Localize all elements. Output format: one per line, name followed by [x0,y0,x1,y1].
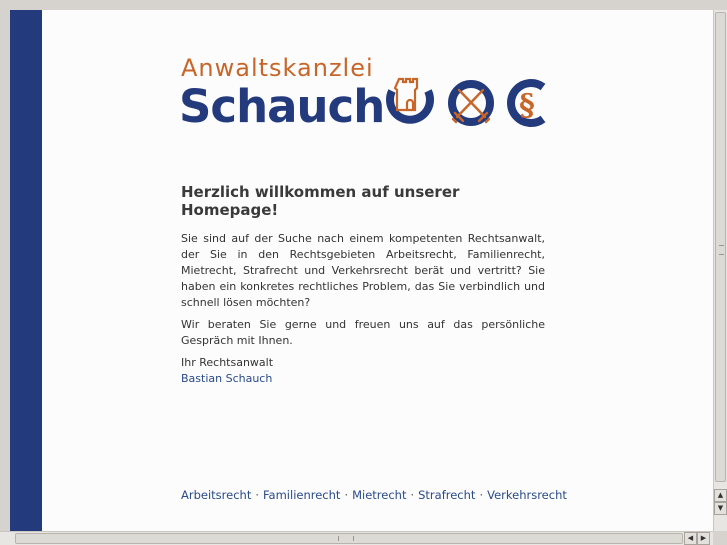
scroll-up-arrow-icon[interactable]: ▲ [714,489,727,502]
footer-link-mietrecht[interactable]: Mietrecht [352,488,407,502]
footer-separator: · [255,488,259,502]
logo-subtitle: Anwaltskanzlei [181,54,374,82]
invite-paragraph: Wir beraten Sie gerne und freuen uns auf das persönliche Gespräch mit Ihnen. [181,318,545,347]
window-left-frame [0,10,10,531]
paragraph-emblem-icon [503,77,551,129]
vertical-scrollbar[interactable] [713,10,727,531]
welcome-heading: Herzlich willkommen auf unserer Homepage! [181,183,460,219]
footer-link-arbeitsrecht[interactable]: Arbeitsrecht [181,488,252,502]
logo-title: Schauch [179,80,385,133]
footer-link-familienrecht[interactable]: Familienrecht [263,488,341,502]
footer-separator: · [344,488,349,502]
signature-title: Ihr Rechtsanwalt [181,356,274,369]
horizontal-scrollbar[interactable] [0,531,713,545]
crossed-swords-emblem-icon [445,77,497,129]
footer-nav [181,488,567,502]
scroll-right-arrow-icon[interactable]: ▶ [697,532,710,545]
svg-text:§: § [519,88,535,123]
footer-separator: · [410,488,415,502]
footer-separator: · [479,488,484,502]
window-top-bar [0,0,727,10]
scrollbar-corner [713,531,727,545]
footer-link-strafrecht[interactable]: Strafrecht [418,488,476,502]
signature-name: Bastian Schauch [181,372,273,385]
horizontal-scroll-thumb[interactable] [15,533,683,544]
blue-sidebar-stripe [10,10,42,531]
intro-paragraph: Sie sind auf der Suche nach einem kompetenten Rechtsanwalt, der Sie in den Rechtsgebieten Arbeitsrecht, Familienrecht, Mietrecht, Strafrecht und Verkehrsrecht berät und vertritt? Sie haben ein konkretes rechtliches Problem, das Sie verbindlich und schnell lösen möchten? [181,232,545,309]
footer-link-verkehrsrecht[interactable]: Verkehrsrecht [487,488,567,502]
main-content [181,183,545,387]
tower-emblem-icon [385,77,435,129]
vertical-scroll-thumb[interactable] [715,12,726,482]
scroll-down-arrow-icon[interactable]: ▼ [714,502,727,515]
scroll-left-arrow-icon[interactable]: ◀ [684,532,697,545]
